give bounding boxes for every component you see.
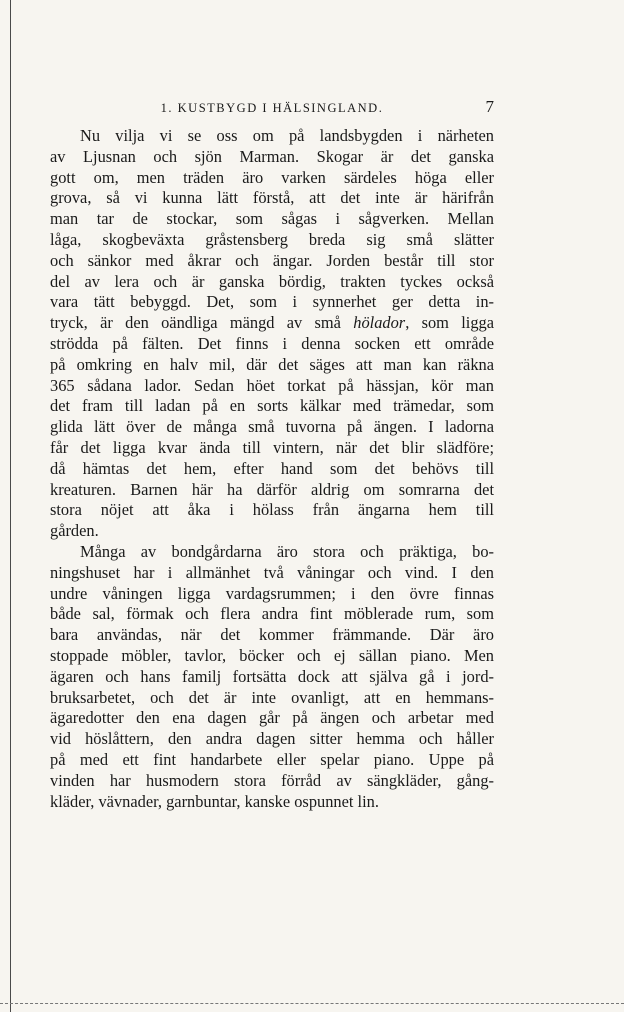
text-line: ningshuset har i allmänhet två våningar och vind. I den <box>50 562 494 582</box>
text-line: grova, så vi kunna lätt förstå, att det inte är härifrån <box>50 188 494 208</box>
running-head: 1. KUSTBYGD I HÄLSINGLAND. <box>160 101 384 115</box>
text-line: stoppade möbler, tavlor, böcker och ej sällan piano. Men <box>50 645 494 665</box>
text-segment: tryck, är den oändliga mängd av små <box>50 313 354 333</box>
page-bottom-edge <box>0 1003 624 1004</box>
text-line: vid höslåttern, den andra dagen sitter hemma och håller <box>50 729 494 749</box>
text-line: 365 sådana lador. Sedan höet torkat på hässjan, kör man <box>50 375 494 395</box>
page-edge-line <box>10 0 11 1012</box>
paragraph-2 <box>50 542 494 812</box>
text-line: på omkring en halv mil, där det säges att man kan räkna <box>50 354 494 374</box>
page-number: 7 <box>485 97 494 116</box>
body-text <box>50 126 494 812</box>
text-line: både sal, förmak och flera andra fint möblerade rum, som <box>50 604 494 624</box>
text-line: Nu vilja vi se oss om på landsbygden i närheten <box>80 126 494 145</box>
text-line: då hämtas det hem, efter hand som det behövs till <box>50 458 494 478</box>
text-line: bara användas, när det kommer främmande. Där äro <box>50 625 494 645</box>
text-line: glida lätt över de många små tuvorna på ängen. I ladorna <box>50 417 494 437</box>
text-line: man tar de stockar, som sågas i sågverken. Mellan <box>50 209 494 229</box>
text-line: vara tätt bebyggd. Det, som i synnerhet ger detta in- <box>50 292 494 312</box>
text-line: del av lera och är ganska bördig, trakten tyckes också <box>50 271 494 291</box>
text-line: ägaren och hans familj fortsätta dock att själva gå i jord- <box>50 666 494 686</box>
text-line: kreaturen. Barnen här ha därför aldrig om somrarna det <box>50 479 494 499</box>
text-line: låga, skogbeväxta gråstensberg breda sig små slätter <box>50 229 494 249</box>
text-segment: , som ligga <box>405 313 495 333</box>
text-line: Många av bondgårdarna äro stora och präktiga, bo- <box>80 541 494 561</box>
text-line: stora nöjet att åka i hölass från ängarna hem till <box>50 500 494 520</box>
text-line: vinden har husmodern stora förråd av sängkläder, gång- <box>50 770 494 790</box>
page-header <box>50 97 494 123</box>
text-line <box>50 313 494 334</box>
text-line: undre våningen ligga vardagsrummen; i den övre finnas <box>50 583 494 603</box>
text-line: får det ligga kvar ända till vintern, när det blir slädföre; <box>50 437 494 457</box>
text-line: gården. <box>50 521 99 541</box>
text-line: och sänkor med åkrar och ängar. Jorden består till stor <box>50 250 494 270</box>
text-line: på med ett fint handarbete eller spelar piano. Uppe på <box>50 749 494 769</box>
text-line: det fram till ladan på en sorts kälkar med trämedar, som <box>50 396 494 416</box>
italic-term: hölador <box>353 313 406 333</box>
text-line: strödda på fälten. Det finns i denna socken ett område <box>50 333 494 353</box>
paragraph-1 <box>50 126 494 542</box>
text-line: gott om, men träden äro varken särdeles höga eller <box>50 167 494 187</box>
text-line: bruksarbetet, och det är inte ovanligt, att en hemmans- <box>50 687 494 707</box>
text-line: kläder, vävnader, garnbuntar, kanske ospunnet lin. <box>50 791 379 811</box>
text-line: av Ljusnan och sjön Marman. Skogar är det ganska <box>50 146 494 166</box>
text-line: ägaredotter den ena dagen går på ängen och arbetar med <box>50 708 494 728</box>
